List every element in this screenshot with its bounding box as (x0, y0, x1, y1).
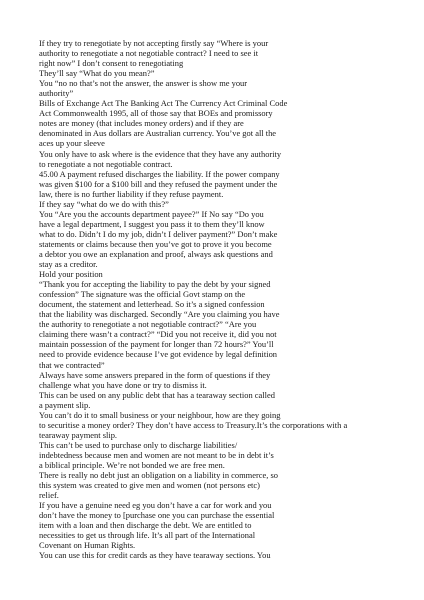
body-text (39, 38, 389, 560)
text-line: 45.00 A payment refused discharges the liability. If the power company (39, 168, 280, 179)
text-line: aces up your sleeve (39, 138, 105, 149)
text-line: statements or claims because then you’ve got to prove it you become (39, 238, 272, 249)
text-line: a biblical principle. We’re not bonded we are free men. (39, 459, 225, 470)
text-line: Act Commonwealth 1995, all of those say that BOEs and promissory (39, 108, 273, 119)
text-line: If you have a genuine need eg you don’t have a car for work and you (39, 500, 272, 511)
text-line: maintain possession of the payment for longer than 72 hours?” You’ll (39, 339, 274, 350)
text-line: If they try to renegotiate by not accepting firstly say “Where is your (39, 38, 269, 48)
text-line: this system was created to give men and women (not persons etc) (39, 480, 260, 491)
text-line: notes are money (that includes money orders) and if they are (39, 118, 244, 129)
text-line: indebtedness because men and women are not meant to be in debt it’s (39, 449, 274, 460)
text-line: a debtor you owe an explanation and proof, always ask questions and (39, 248, 273, 259)
text-line: that we contracted” (39, 359, 105, 370)
text-line: This can’t be used to purchase only to discharge liabilities/ (39, 439, 238, 450)
text-line: This can be used on any public debt that has a tearaway section called (39, 389, 275, 400)
text-line: have a legal department, I suggest you pass it to them they’ll know (39, 218, 265, 229)
text-line: Bills of Exchange Act The Banking Act The Currency Act Criminal Code (39, 98, 288, 109)
text-line: Covenant on Human Rights. (39, 540, 136, 551)
text-line: was given $100 for a $100 bill and they refused the payment under the (39, 178, 278, 189)
text-line: to renegotiate a not negotiable contract. (39, 158, 173, 169)
text-line: Hold your position (39, 269, 103, 280)
text-line: the authority to renegotiate a not negotiable contract?” “Are you (39, 319, 257, 330)
text-line: They’ll say “What do you mean?” (39, 68, 155, 79)
text-line: There is really no debt just an obligation on a liability in commerce, so (39, 470, 279, 481)
text-line: document, the statement and letterhead. So it’s a signed confession (39, 299, 265, 310)
text-line: law, there is no further liability if they refuse payment. (39, 188, 224, 199)
text-line: don’t have the money to [purchase one you can purchase the essential (39, 510, 275, 521)
text-line: what to do. Didn’t I do my job, didn’t I deliver payment?” Don’t make (39, 228, 278, 239)
text-line: relief. (39, 490, 59, 501)
text-line: to securitise a money order? They don’t have access to Treasury.It’s the corporations with a (39, 419, 348, 430)
text-line: You “no no that’s not the answer, the answer is show me your (39, 78, 248, 89)
text-line: Always have some answers prepared in the form of questions if they (39, 369, 271, 380)
text-line: item with a loan and then discharge the debt. We are entitled to (39, 520, 252, 531)
text-line: necessities to get us through life. It’s all part of the International (39, 530, 256, 541)
text-line: You “Are you the accounts department payee?” If No say “Do you (39, 208, 264, 219)
text-line: If they say “what do we do with this?” (39, 198, 169, 209)
text-line: confession” The signature was the official Govt stamp on the (39, 289, 246, 300)
text-line: authority to renegotiate a not negotiable contract? I need to see it (39, 48, 259, 59)
text-line: You can’t do it to small business or your neighbour, how are they going (39, 409, 281, 420)
text-line: authority” (39, 88, 74, 99)
text-line: tearaway payment slip. (39, 429, 118, 440)
text-line: challenge what you have done or try to dismiss it. (39, 379, 207, 390)
text-line: stay as a creditor. (39, 259, 98, 270)
text-line: right now” I don’t consent to renegotiating (39, 58, 184, 69)
text-line: need to provide evidence because I’ve got evidence by legal definition (39, 349, 278, 360)
text-line: denominated in Aus dollars are Australian currency. You’ve got all the (39, 128, 277, 139)
text-line: You can use this for credit cards as they have tearaway sections. You (39, 550, 271, 561)
text-line: a payment slip. (39, 399, 91, 410)
text-line: You only have to ask where is the evidence that they have any authority (39, 148, 282, 159)
text-line: that the liability was discharged. Secondly “Are you claiming you have (39, 309, 280, 320)
text-line: “Thank you for accepting the liability to pay the debt by your signed (39, 279, 271, 290)
text-line: claiming there wasn’t a contract?” “Did you not receive it, did you not (39, 329, 277, 340)
